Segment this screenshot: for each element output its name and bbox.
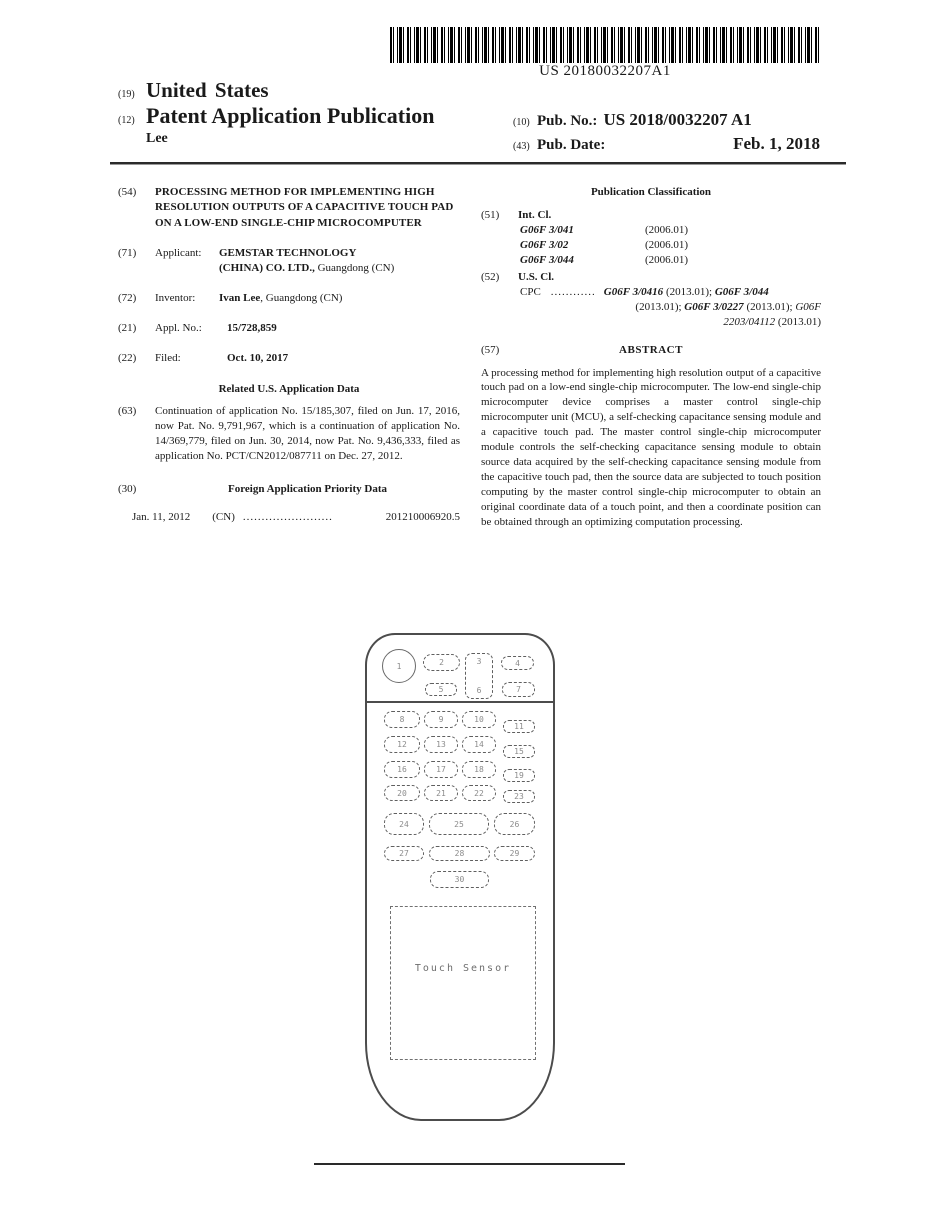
kind-code-12: (12) [118,115,135,126]
continuation-text: Continuation of application No. 15/185,307, filed on Jun. 17, 2016, now Pat. No. 9,791,967, which is a continuation of application No. 14/369,779, filed on Jun. 30, 2014, now Pat. No. 9,436,333, filed as application No. PCT/CN2012/087711 on Dec. 27, 2012. [155,404,460,462]
us-cl-label: U.S. Cl. [518,270,555,283]
field-52: (52) [481,270,500,283]
classification-heading: Publication Classification [590,186,712,198]
barcode [390,27,820,63]
remote-button: 22 [462,785,496,801]
remote-button: 19 [503,769,535,782]
applicant-label: Applicant: [155,247,202,260]
invention-title: PROCESSING METHOD FOR IMPLEMENTING HIGH RESOLUTION OUTPUTS OF A CAPACITIVE TOUCH PAD ON A LOW-END SINGLE-CHIP MICROCOMPUTER [155,186,454,229]
remote-button: 17 [424,761,458,778]
inventor-surname: Lee [146,131,168,146]
remote-button: 21 [424,785,458,801]
field-72: (72) [118,292,137,305]
appl-no-section [118,321,460,336]
remote-button: 1 [382,649,416,683]
remote-button: 4 [501,656,534,670]
cpc-line1: G06F 3/0416 (2013.01); G06F 3/044 [603,285,769,298]
kind-code-19: (19) [118,89,135,100]
remote-button: 29 [494,846,535,861]
document-type: Patent Application Publication [146,103,435,128]
field-21: (21) [118,322,137,335]
header-left [118,78,548,147]
field-63: (63) [118,404,137,417]
cpc-block [518,285,821,330]
int-cl-label: Int. Cl. [518,208,552,221]
applicant-value: GEMSTAR TECHNOLOGY (CHINA) CO. LTD., Guangdong (CN) [219,247,395,275]
field-71: (71) [118,247,137,260]
right-column [481,185,821,530]
continuation-section [118,404,460,464]
remote-button: 13 [424,736,458,753]
touch-sensor-area [390,906,536,1060]
field-22: (22) [118,351,137,364]
priority-dots: ........................ [242,510,333,523]
kind-code-10: (10) [513,117,530,128]
appl-no-value: 15/728,859 [227,322,277,335]
remote-button: 23 [503,790,535,803]
filed-label: Filed: [155,351,181,364]
remote-button: 7 [502,682,535,697]
appl-no-label: Appl. No.: [155,322,202,335]
remote-control-figure [365,633,555,1121]
touch-sensor-label: Touch Sensor [414,963,512,974]
cpc-dots: ............ [550,285,596,298]
remote-section-divider [367,701,553,703]
remote-button: 11 [503,720,535,733]
abstract-heading-row [481,343,821,358]
remote-button: 25 [429,813,489,835]
int-cl-entry: G06F 3/044 (2006.01) [520,253,689,266]
barcode-label: US 20180032207A1 [539,63,671,79]
remote-rocker-button: 3 6 [465,653,493,699]
remote-button: 8 [384,711,420,728]
left-column [118,185,460,525]
field-57: (57) [481,343,500,356]
remote-button: 14 [462,736,496,753]
field-30: (30) [118,482,137,495]
header-rule [110,162,846,165]
header-right [513,110,820,158]
priority-date: Jan. 11, 2012 [132,510,191,523]
field-54: (54) [118,186,137,198]
remote-button: 2 [423,654,460,671]
filed-section [118,351,460,366]
remote-button: 10 [462,711,496,728]
inventor-section [118,291,460,306]
footer-line [314,1163,625,1165]
foreign-priority-section [118,482,460,497]
cpc-line3: 2203/04112 (2013.01) [723,315,821,328]
remote-button: 16 [384,761,420,778]
remote-button: 20 [384,785,420,801]
us-cl-section [481,270,821,330]
cpc-label: CPC [520,285,541,298]
int-cl-entry: G06F 3/041 (2006.01) [520,223,689,236]
title-section [118,185,460,231]
remote-button: 27 [384,846,424,861]
int-cl-entry: G06F 3/02 (2006.01) [520,238,689,251]
country-name: United States [146,78,269,102]
pub-no-value: US 2018/0032207 A1 [603,110,752,129]
field-51: (51) [481,208,500,221]
pub-date-value: Feb. 1, 2018 [733,134,820,153]
pub-no-label: Pub. No.: [537,113,598,129]
remote-button: 5 [425,683,457,696]
applicant-section [118,246,460,276]
filed-value: Oct. 10, 2017 [227,351,289,364]
abstract-text: A processing method for implementing high resolution output of a capacitive touch pad on a low-end single-chip microcomputer. The low-end single-chip microcomputer device comprises a master control single-chip microcomputer unit (MCU), a self-checking capacitance sensing module and a capacitive touch pad. The master control single-chip microcomputer module controls the self-checking capacitance sensing module to obtain source data acquired by the self-checking capacitance sensing module from the capacitive touch pad, then the source data are subjected to touch position computing by the master control single-chip microcomputer to obtain an original coordinate data of a touch point, and then a coordinate position can be obtained through an optimizing computation processing. [481,366,821,529]
remote-button: 26 [494,813,535,835]
kind-code-43: (43) [513,141,530,152]
related-data-heading: Related U.S. Application Data [218,382,360,395]
cpc-line2: (2013.01); G06F 3/0227 (2013.01); G06F [635,300,821,313]
remote-button: 24 [384,813,424,835]
remote-button: 28 [429,846,490,861]
abstract-heading: ABSTRACT [619,343,683,356]
priority-country: (CN) [212,510,235,523]
priority-data-row [118,510,460,525]
pub-date-label: Pub. Date: [537,137,606,153]
remote-button: 30 [430,871,489,888]
remote-button: 9 [424,711,458,728]
remote-button: 15 [503,745,535,758]
foreign-priority-heading: Foreign Application Priority Data [228,482,387,495]
int-cl-section [481,208,821,268]
remote-button: 18 [462,761,496,778]
inventor-value: Ivan Lee, Guangdong (CN) [219,292,343,305]
inventor-label: Inventor: [155,292,196,305]
priority-number: 201210006920.5 [385,510,460,523]
remote-button: 12 [384,736,420,753]
